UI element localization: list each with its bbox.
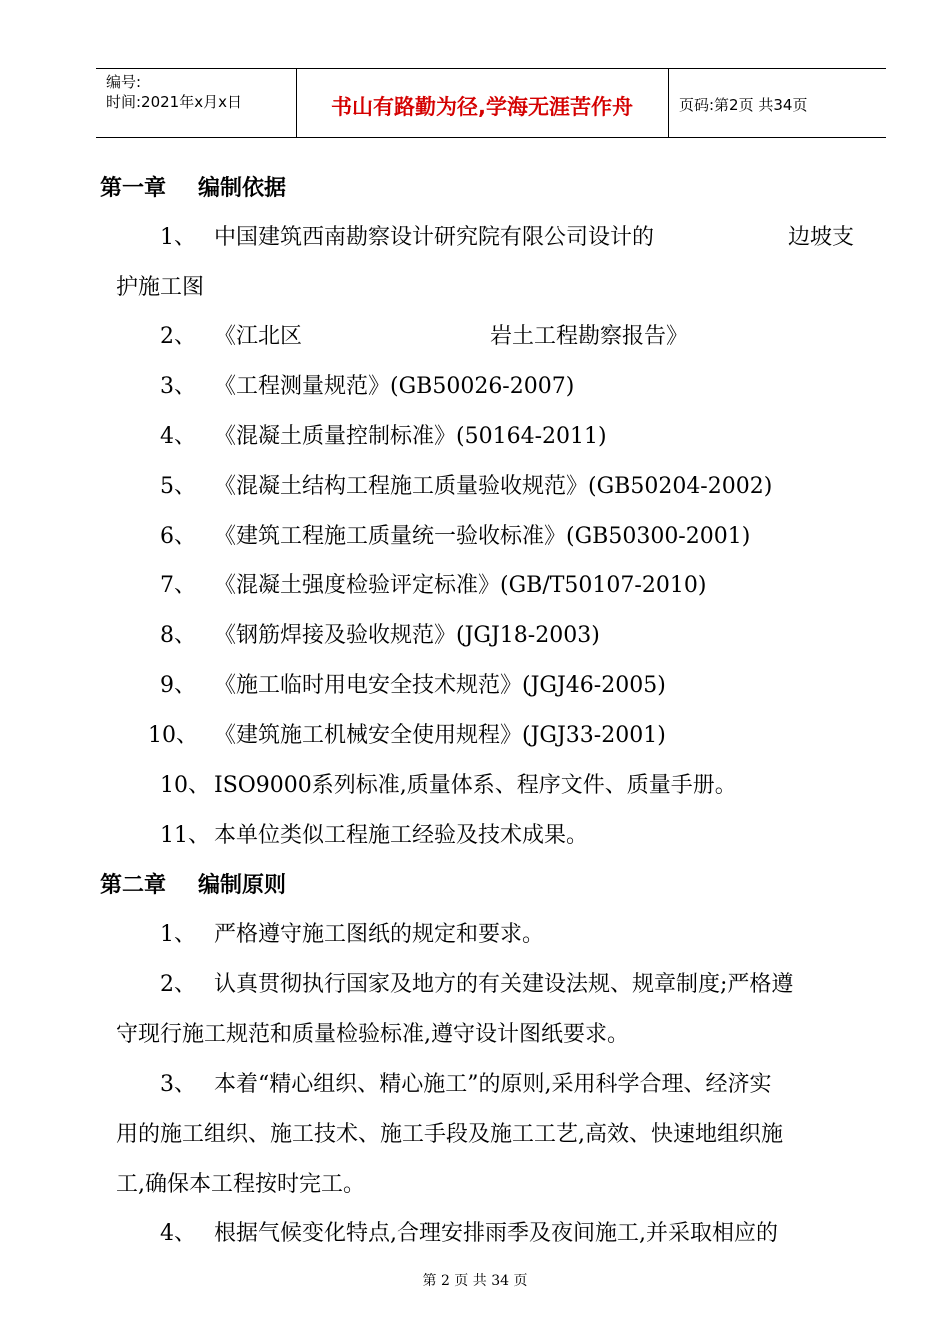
item-continuation: 守现行施工规范和质量检验标准,遵守设计图纸要求。 <box>116 1022 629 1047</box>
list-item <box>160 223 654 253</box>
list-item <box>160 920 544 950</box>
item-text: 本着“精心组织、精心施工”的原则,采用科学合理、经济实 <box>214 1072 772 1097</box>
page-footer: 第 2 页 共 34 页 <box>422 1273 528 1289</box>
item-number: 9、 <box>160 673 196 698</box>
list-item <box>160 522 750 552</box>
list-item <box>160 771 737 801</box>
item-text: 《江北区 <box>214 324 303 349</box>
item-number: 4、 <box>160 1221 196 1246</box>
item-text: 《建筑工程施工质量统一验收标准》(GB50300-2001) <box>214 524 751 549</box>
chapter1-title: 第一章 <box>100 176 167 201</box>
list-item <box>160 1219 778 1249</box>
list-item <box>160 322 302 352</box>
list-item <box>160 422 607 452</box>
item-text: 《施工临时用电安全技术规范》(JGJ46-2005) <box>214 673 666 698</box>
item-number: 2、 <box>160 972 196 997</box>
chapter1-heading <box>100 174 286 204</box>
item-text: 《混凝土结构工程施工质量验收规范》(GB50204-2002) <box>214 474 773 499</box>
list-item <box>160 571 706 601</box>
chapter2-title: 第二章 <box>100 873 167 898</box>
list-item <box>160 621 600 651</box>
serial-label: 编号: <box>106 73 142 91</box>
header-page-cell <box>669 69 886 137</box>
header-motto-cell <box>296 69 669 137</box>
page-header <box>96 68 886 138</box>
list-item <box>148 721 666 751</box>
list-item <box>160 472 772 502</box>
item-number: 11、 <box>160 823 210 848</box>
item-number: 7、 <box>160 573 196 598</box>
header-page-info: 页码:第2页 共34页 <box>679 96 808 114</box>
item-number: 10、 <box>148 723 198 748</box>
list-item <box>160 821 588 851</box>
item-text: 《工程测量规范》(GB50026-2007) <box>214 374 575 399</box>
chapter1-name: 编制依据 <box>198 176 287 201</box>
item-number: 5、 <box>160 474 196 499</box>
item-number: 1、 <box>160 225 196 250</box>
item-text: 中国建筑西南勘察设计研究院有限公司设计的 <box>214 225 655 250</box>
item-text: 《混凝土质量控制标准》(50164-2011) <box>214 424 607 449</box>
chapter2-heading <box>100 871 286 901</box>
list-item <box>160 1070 772 1100</box>
item-text: 《建筑施工机械安全使用规程》(JGJ33-2001) <box>214 723 666 748</box>
item-text: 认真贯彻执行国家及地方的有关建设法规、规章制度;严格遵 <box>214 972 794 997</box>
item-number: 1、 <box>160 922 196 947</box>
list-item <box>160 671 666 701</box>
item-number: 3、 <box>160 1072 196 1097</box>
item-number: 2、 <box>160 324 196 349</box>
item-text: 《钢筋焊接及验收规范》(JGJ18-2003) <box>214 623 600 648</box>
list-item <box>160 970 793 1000</box>
item-number: 8、 <box>160 623 196 648</box>
header-meta-cell <box>96 69 297 137</box>
chapter2-name: 编制原则 <box>198 873 287 898</box>
item-continuation: 护施工图 <box>116 275 205 300</box>
item-number: 10、 <box>160 773 210 798</box>
item-text: 根据气候变化特点,合理安排雨季及夜间施工,并采取相应的 <box>214 1221 778 1246</box>
item-text-right: 边坡支 <box>788 225 855 250</box>
item-text: 《混凝土强度检验评定标准》(GB/T50107-2010) <box>214 573 707 598</box>
item-text: 严格遵守施工图纸的规定和要求。 <box>214 922 545 947</box>
motto-text: 书山有路勤为径,学海无涯苦作舟 <box>331 95 633 119</box>
item-continuation: 用的施工组织、施工技术、施工手段及施工工艺,高效、快速地组织施 <box>116 1122 783 1147</box>
time-label: 时间:2021年x月x日 <box>106 93 242 111</box>
item-number: 6、 <box>160 524 196 549</box>
list-item <box>160 372 574 402</box>
item-text: ISO9000系列标准,质量体系、程序文件、质量手册。 <box>214 773 737 798</box>
item-number: 3、 <box>160 374 196 399</box>
item-text-right: 岩土工程勘察报告》 <box>490 324 689 349</box>
item-number: 4、 <box>160 424 196 449</box>
item-text: 本单位类似工程施工经验及技术成果。 <box>214 823 589 848</box>
item-continuation: 工,确保本工程按时完工。 <box>116 1172 365 1197</box>
